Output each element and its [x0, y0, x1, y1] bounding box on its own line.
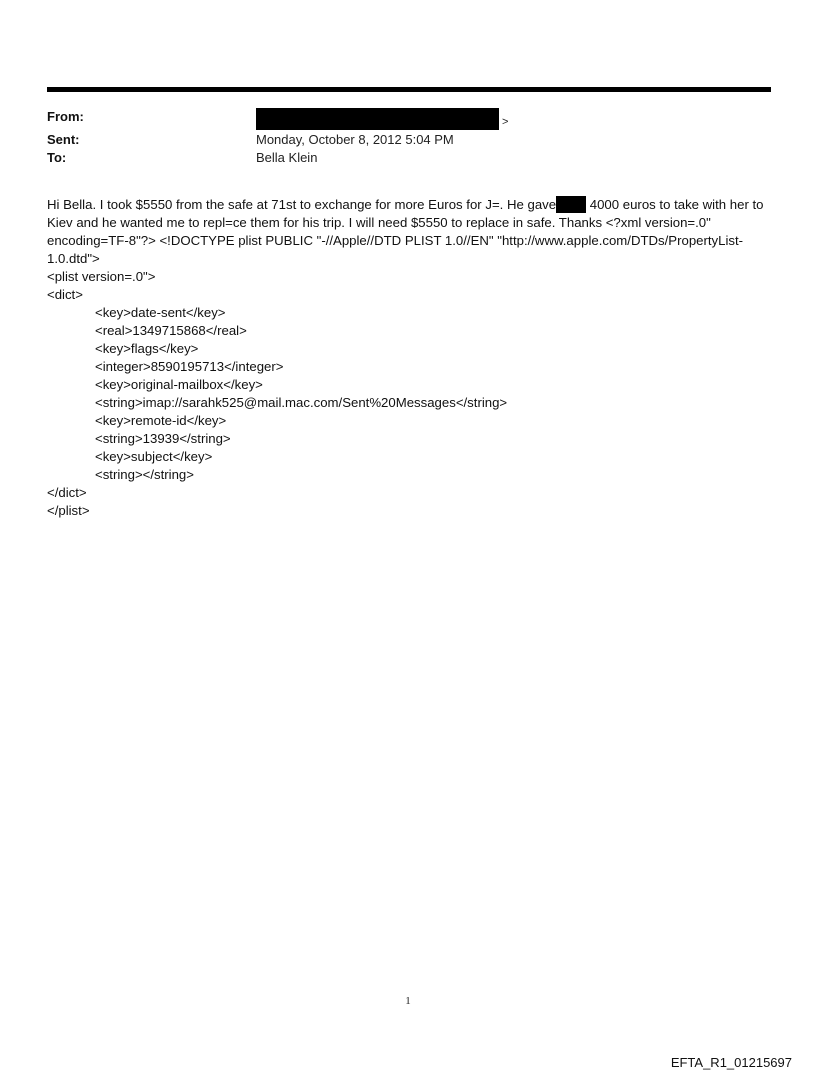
email-header	[47, 108, 508, 167]
from-label: From:	[47, 109, 84, 124]
from-suffix: >	[502, 116, 509, 128]
plist-code-block	[47, 268, 775, 520]
code-line: </plist>	[47, 503, 90, 518]
redaction-bar-inline	[556, 196, 586, 213]
body-paragraph	[47, 196, 775, 268]
code-line: </dict>	[47, 485, 87, 500]
sent-label: Sent:	[47, 132, 80, 147]
code-line: <key>date-sent</key>	[95, 305, 226, 320]
header-divider	[47, 87, 771, 92]
code-line: <string>imap://sarahk525@mail.mac.com/Sent%20Messages</string>	[95, 395, 508, 410]
from-value	[256, 108, 508, 131]
code-line: <string></string>	[95, 467, 194, 482]
to-row	[47, 149, 508, 167]
paragraph-before: Hi Bella. I took $5550 from the safe at 71st to exchange for more Euros for J=. He gave	[47, 197, 557, 212]
paragraph-after: 4000 euros to take with her to Kiev and he wanted me to repl=ce them for his trip. I will need $5550 to replace in safe. Thanks <?xml version=.0" encoding=TF-8"?> <!DOCTYPE plist PUBLIC "-//Apple//DTD PLIST 1.0//EN" "http://www.apple.com/DTDs/PropertyList-1.0.dtd">	[47, 197, 764, 266]
code-line: <integer>8590195713</integer>	[95, 359, 284, 374]
to-label: To:	[47, 150, 67, 165]
code-line: <string>13939</string>	[95, 431, 231, 446]
document-id: EFTA_R1_01215697	[670, 1055, 792, 1070]
code-line: <real>1349715868</real>	[95, 323, 247, 338]
from-row	[47, 108, 508, 131]
code-line: <key>flags</key>	[95, 341, 199, 356]
to-value: Bella Klein	[256, 150, 318, 165]
code-line: <key>subject</key>	[95, 449, 213, 464]
code-line: <plist version=.0">	[47, 269, 156, 284]
code-line: <key>remote-id</key>	[95, 413, 227, 428]
sent-value: Monday, October 8, 2012 5:04 PM	[256, 132, 454, 147]
email-body	[47, 196, 775, 520]
redaction-bar	[256, 108, 499, 130]
code-line: <key>original-mailbox</key>	[95, 377, 263, 392]
page-number: 1	[405, 995, 411, 1007]
sent-row	[47, 131, 508, 149]
code-line: <dict>	[47, 287, 83, 302]
